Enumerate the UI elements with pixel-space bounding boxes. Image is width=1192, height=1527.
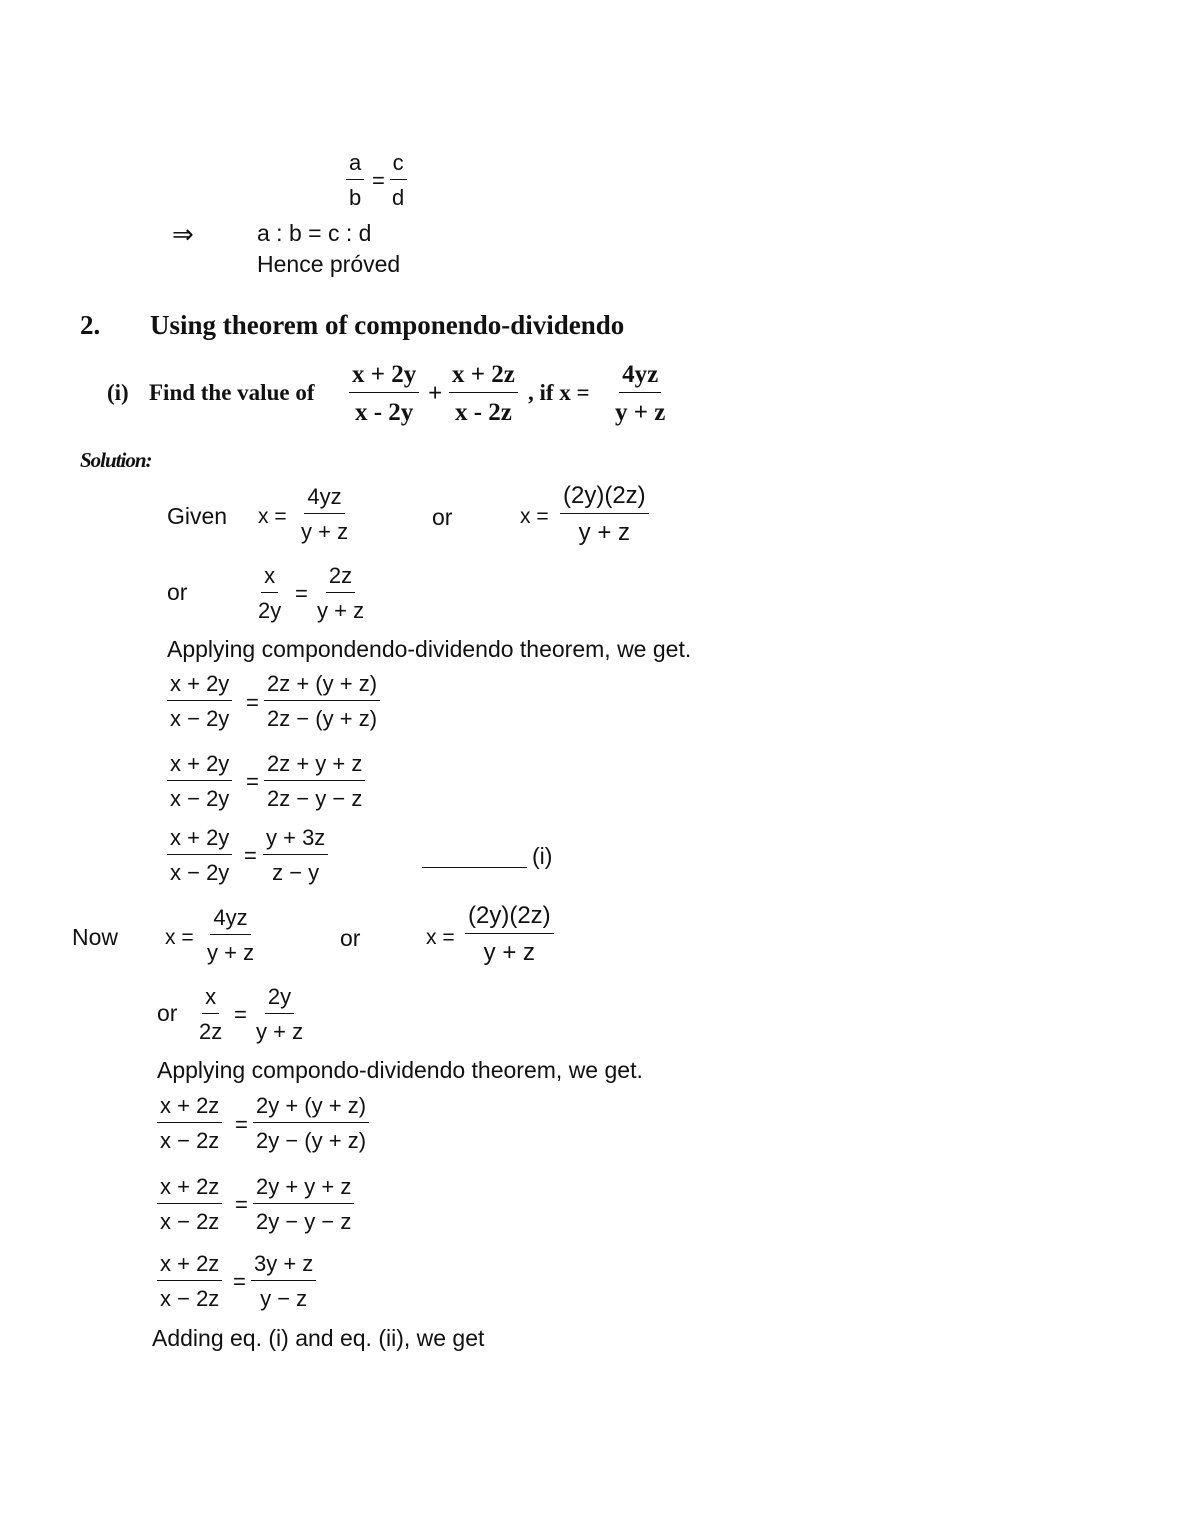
plus-sign: + xyxy=(428,380,443,407)
equals-sign: = xyxy=(372,168,385,193)
equals-sign: = xyxy=(235,1112,248,1137)
step1-fraction-1 xyxy=(255,565,284,622)
eq4-left-fraction xyxy=(157,1095,222,1152)
eq4-right-fraction xyxy=(253,1095,369,1152)
question-condition: , if x = xyxy=(528,380,590,405)
numerator: a xyxy=(346,152,364,180)
question-label: (i) xyxy=(107,380,129,405)
x-equals: x = xyxy=(165,926,194,949)
x-equals: x = xyxy=(520,505,549,528)
denominator: y + z xyxy=(301,519,349,544)
numerator: x + 2y xyxy=(349,362,419,393)
denominator: 2y xyxy=(258,598,282,623)
eq5-left-fraction xyxy=(157,1176,222,1233)
blank-line xyxy=(422,867,527,868)
eq3-left-fraction xyxy=(167,827,232,884)
numerator: (2y)(2z) xyxy=(465,904,554,934)
or-word: or xyxy=(432,504,453,530)
numerator: x + 2z xyxy=(157,1176,222,1204)
question-fraction-1 xyxy=(349,362,419,425)
denominator: y + z xyxy=(615,399,666,426)
question-text: Find the value of xyxy=(149,380,315,405)
denominator: x - 2z xyxy=(454,399,512,426)
section-title: Using theorem of componendo-dividendo xyxy=(150,310,625,340)
applying-statement-2: Applying compondo-dividendo theorem, we get. xyxy=(157,1057,643,1083)
equals-sign: = xyxy=(235,1192,248,1217)
given-fraction-2 xyxy=(560,484,649,545)
denominator: x − 2y xyxy=(170,860,230,885)
equals-sign: = xyxy=(233,1269,246,1294)
numerator: x + 2y xyxy=(167,827,232,855)
numerator: 2z xyxy=(326,565,355,593)
numerator: x + 2z xyxy=(157,1253,222,1281)
implies-symbol: ⇒ xyxy=(172,219,194,249)
or-word: or xyxy=(340,925,361,951)
numerator: 4yz xyxy=(210,907,250,935)
numerator: 2y xyxy=(265,986,294,1014)
hence-proved: Hence próved xyxy=(257,251,401,277)
equals-sign: = xyxy=(246,769,259,794)
eq5-right-fraction xyxy=(253,1176,354,1233)
ratio-statement: a : b = c : d xyxy=(257,220,372,246)
denominator: 2z − y − z xyxy=(267,786,363,811)
given-fraction-1 xyxy=(298,486,351,543)
fraction-c-over-d xyxy=(389,152,407,209)
denominator: x - 2y xyxy=(354,399,414,426)
solution-label: Solution: xyxy=(80,448,152,472)
now-fraction-2 xyxy=(465,904,554,965)
denominator: x − 2y xyxy=(170,706,230,731)
denominator: x − 2y xyxy=(170,786,230,811)
now-label: Now xyxy=(72,924,119,950)
denominator: z − y xyxy=(272,860,320,885)
eq1-right-fraction xyxy=(264,673,380,730)
step2-fraction-1 xyxy=(196,986,225,1043)
eq2-left-fraction xyxy=(167,753,232,810)
eq2-right-fraction xyxy=(264,753,365,810)
equation-tag-i: (i) xyxy=(532,843,553,869)
denominator: 2y − y − z xyxy=(256,1209,352,1234)
numerator: y + 3z xyxy=(263,827,328,855)
denominator: b xyxy=(349,185,362,210)
eq6-right-fraction xyxy=(251,1253,316,1310)
eq3-right-fraction xyxy=(263,827,328,884)
given-label: Given xyxy=(167,503,228,529)
equals-sign: = xyxy=(244,843,257,868)
or-word: or xyxy=(157,1000,178,1026)
numerator: 4yz xyxy=(304,486,344,514)
numerator: x xyxy=(202,986,219,1014)
equals-sign: = xyxy=(246,690,259,715)
numerator: (2y)(2z) xyxy=(560,484,649,514)
denominator: y + z xyxy=(256,1019,304,1044)
section-number: 2. xyxy=(80,310,101,340)
now-fraction-1 xyxy=(204,907,257,964)
or-word: or xyxy=(167,579,188,605)
denominator: d xyxy=(392,185,405,210)
denominator: y + z xyxy=(317,598,365,623)
numerator: x xyxy=(261,565,278,593)
denominator: x − 2z xyxy=(160,1286,220,1311)
numerator: 2y + (y + z) xyxy=(253,1095,369,1123)
question-fraction-3 xyxy=(612,362,668,425)
fraction-a-over-b xyxy=(346,152,364,209)
numerator: 2z + (y + z) xyxy=(264,673,380,701)
numerator: x + 2z xyxy=(157,1095,222,1123)
numerator: 3y + z xyxy=(251,1253,316,1281)
numerator: 2y + y + z xyxy=(253,1176,354,1204)
adding-statement: Adding eq. (i) and eq. (ii), we get xyxy=(152,1325,485,1351)
denominator: x − 2z xyxy=(160,1209,220,1234)
denominator: 2z xyxy=(199,1019,223,1044)
denominator: x − 2z xyxy=(160,1128,220,1153)
numerator: x + 2z xyxy=(449,362,518,393)
eq6-left-fraction xyxy=(157,1253,222,1310)
step1-fraction-2 xyxy=(314,565,367,622)
eq1-left-fraction xyxy=(167,673,232,730)
denominator: y + z xyxy=(207,940,255,965)
denominator: 2y − (y + z) xyxy=(256,1128,367,1153)
denominator: 2z − (y + z) xyxy=(267,706,378,731)
numerator: c xyxy=(390,152,407,180)
numerator: 2z + y + z xyxy=(264,753,365,781)
numerator: x + 2y xyxy=(167,673,232,701)
x-equals: x = xyxy=(426,926,455,949)
applying-statement-1: Applying compondendo-dividendo theorem, we get. xyxy=(167,636,692,662)
numerator: x + 2y xyxy=(167,753,232,781)
numerator: 4yz xyxy=(619,362,661,393)
equals-sign: = xyxy=(234,1002,247,1027)
x-equals: x = xyxy=(258,505,287,528)
step2-fraction-2 xyxy=(253,986,306,1043)
denominator: y + z xyxy=(578,519,631,546)
denominator: y + z xyxy=(483,939,536,966)
denominator: y − z xyxy=(260,1286,308,1311)
equals-sign: = xyxy=(295,581,308,606)
question-fraction-2 xyxy=(449,362,518,425)
